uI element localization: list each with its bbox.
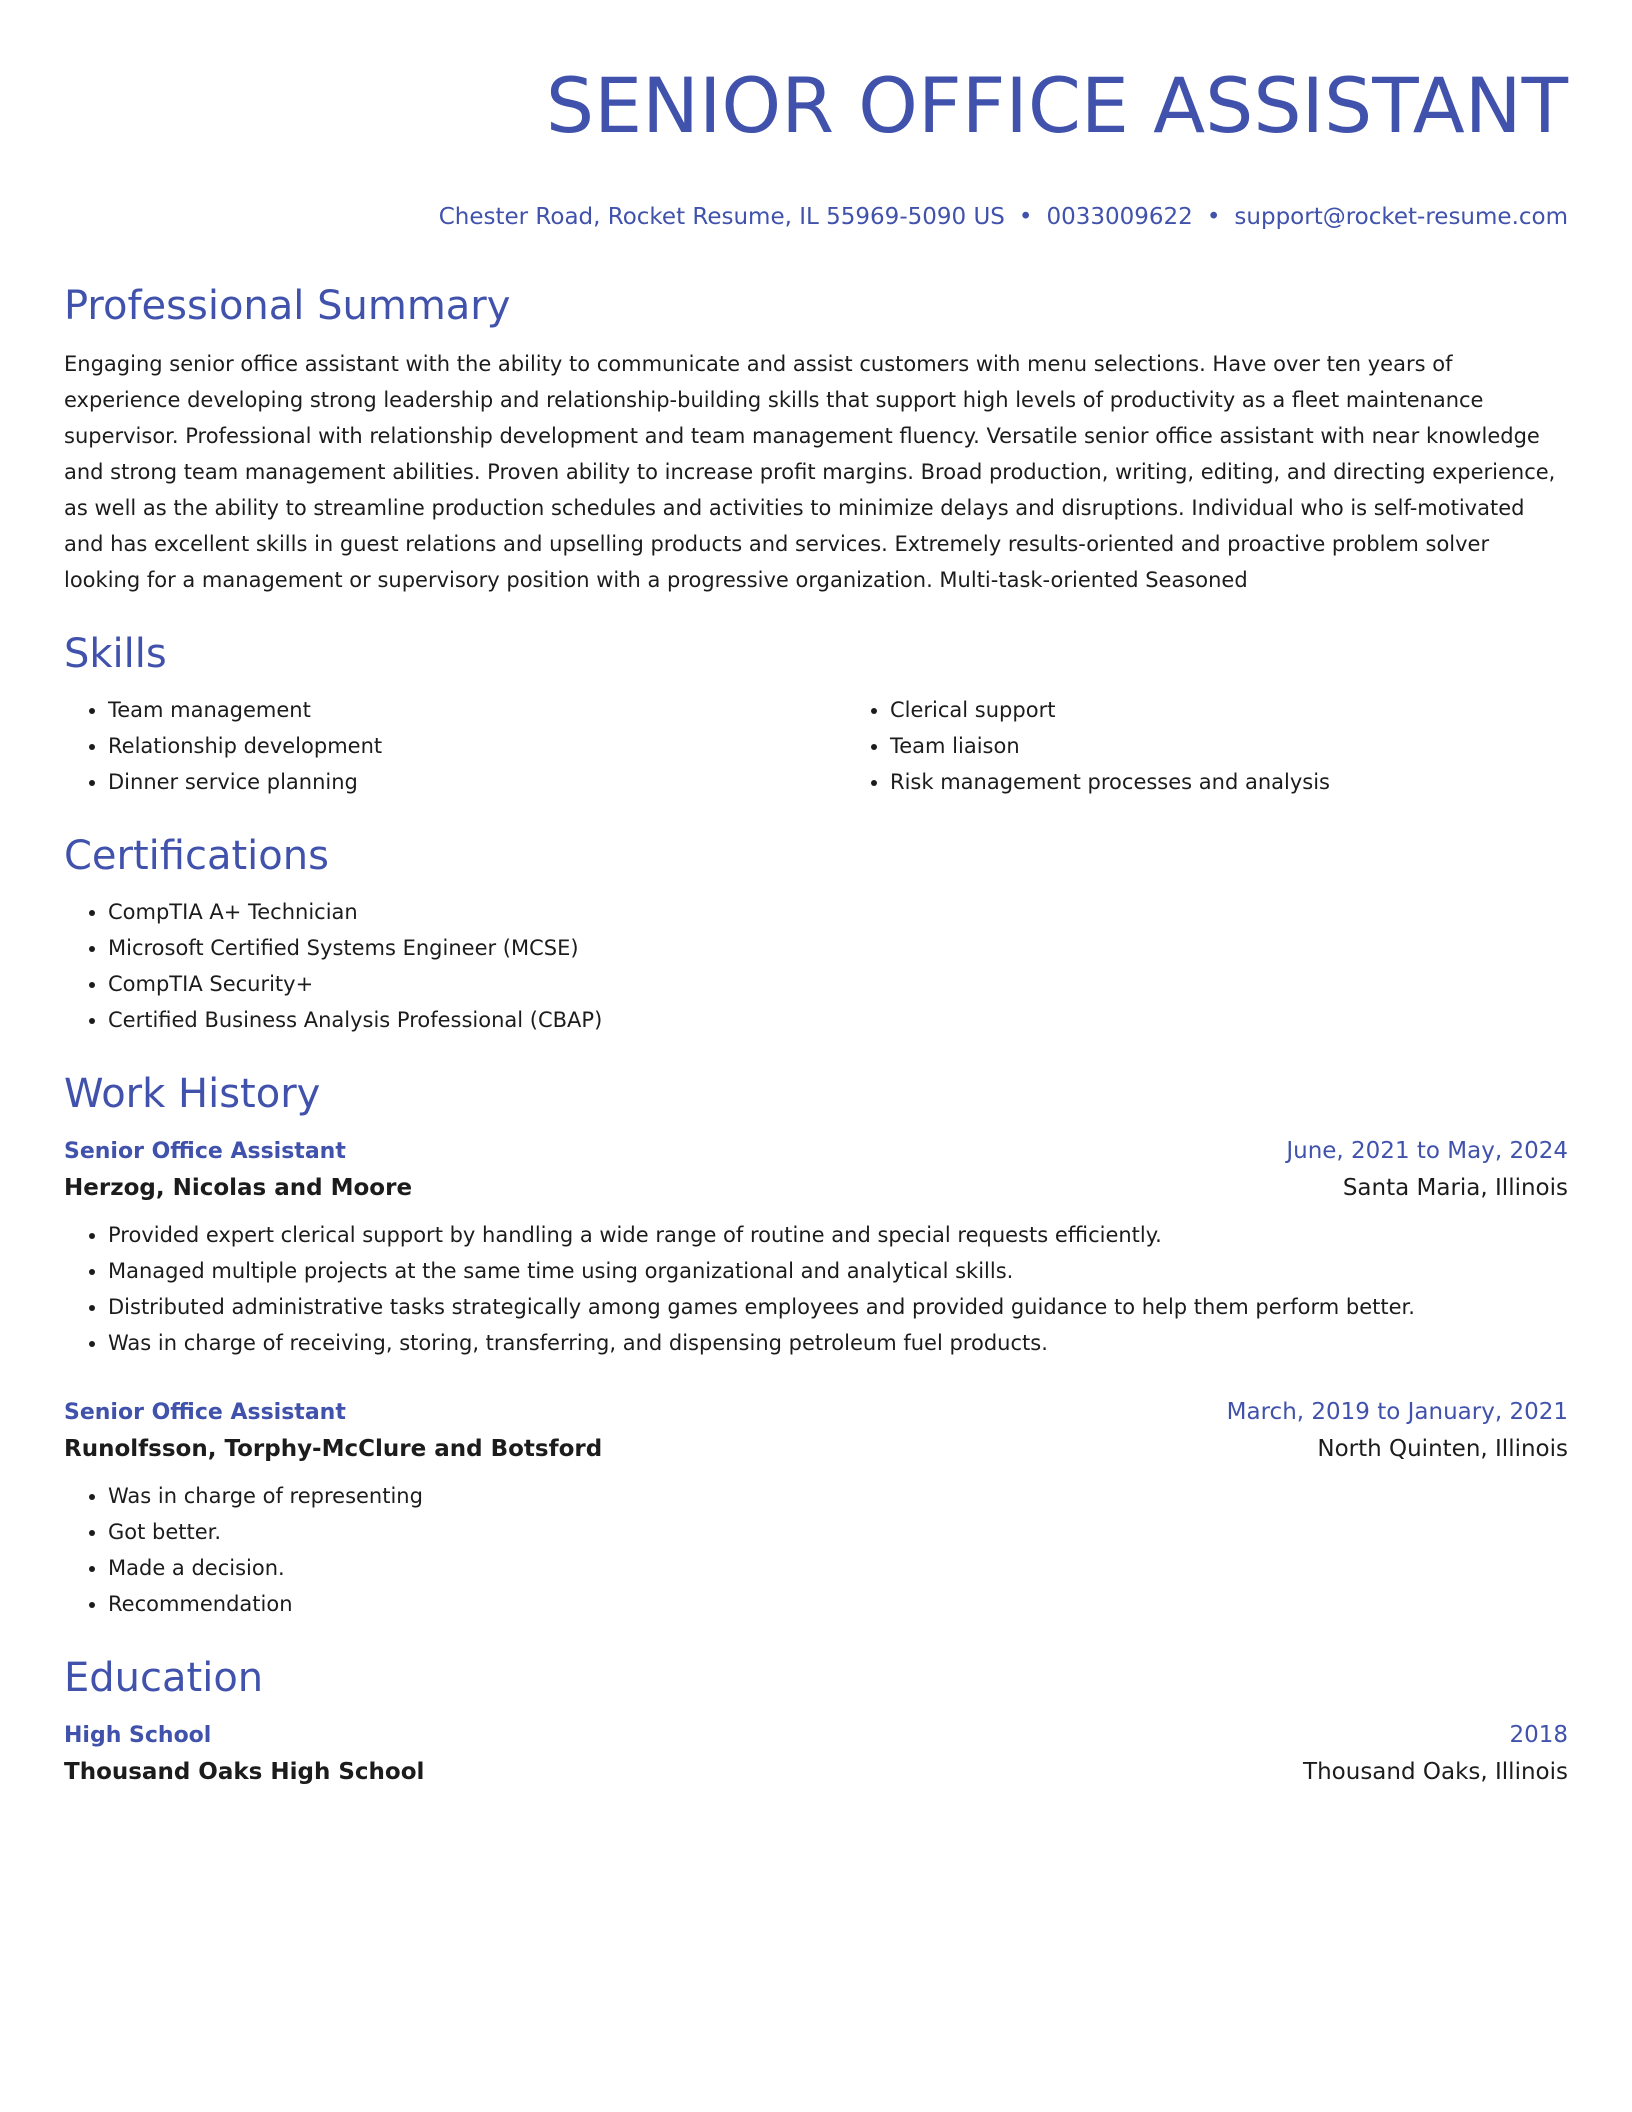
candidate-title: SENIOR OFFICE ASSISTANT xyxy=(545,61,1568,150)
summary-section xyxy=(64,280,1568,598)
job-bullets xyxy=(64,1478,1568,1622)
job-bullets xyxy=(64,1217,1568,1361)
job-bullet: • Recommendation xyxy=(108,1586,1568,1622)
skills-grid xyxy=(64,692,1568,800)
education-degree-row xyxy=(64,1718,1568,1753)
certification-item: • CompTIA A+ Technician xyxy=(108,894,1568,930)
job-role-row xyxy=(64,1395,1568,1430)
skills-list-right xyxy=(846,692,1628,800)
summary-text: Engaging senior office assistant with the ability to communicate and assist customers with menu selections. Have over ten years of experience developing strong leadership and relationship-building skills that support high levels of productivity as a fleet maintenance supervisor. Professional with relationship development and team management fluency. Versatile senior office assistant with near knowledge and strong team management abilities. Proven ability to increase profit margins. Broad production, writing, editing, and directing experience, as well as the ability to streamline production schedules and activities to minimize delays and disruptions. Individual who is self-motivated and has excellent skills in guest relations and upselling products and services. Extremely results-oriented and proactive problem solver looking for a management or supervisory position with a progressive organization. Multi-task-oriented Seasoned xyxy=(64,352,1556,592)
skill-item: • Clerical support xyxy=(890,692,1628,728)
education-location: Thousand Oaks, Illinois xyxy=(1303,1759,1568,1785)
job-role: Senior Office Assistant xyxy=(64,1139,346,1164)
job-entry xyxy=(64,1134,1568,1361)
section-title-skills: Skills xyxy=(64,631,167,677)
job-bullet: • Got better. xyxy=(108,1514,1568,1550)
section-title-education: Education xyxy=(64,1655,264,1701)
education-school: Thousand Oaks High School xyxy=(64,1759,425,1785)
certification-item: • CompTIA Security+ xyxy=(108,966,1568,1002)
job-dates: June, 2021 to May, 2024 xyxy=(1286,1138,1568,1164)
resume-header xyxy=(64,56,1568,232)
contact-email[interactable]: support@rocket-resume.com xyxy=(1234,204,1568,230)
job-company-row xyxy=(64,1169,1568,1207)
contact-address: Chester Road, Rocket Resume, IL 55969-5090 US xyxy=(438,204,1005,230)
education-entry xyxy=(64,1718,1568,1791)
job-dates: March, 2019 to January, 2021 xyxy=(1226,1399,1568,1425)
education-year: 2018 xyxy=(1509,1722,1568,1748)
job-role: Senior Office Assistant xyxy=(64,1400,346,1425)
job-bullet: • Provided expert clerical support by handling a wide range of routine and special requests efficiently. xyxy=(108,1217,1568,1253)
skill-item: • Team management xyxy=(108,692,846,728)
contact-phone: 0033009622 xyxy=(1046,204,1193,230)
job-role-row xyxy=(64,1134,1568,1169)
certifications-section xyxy=(64,830,1568,1038)
contact-separator: • xyxy=(1018,204,1033,230)
job-bullet: • Distributed administrative tasks strategically among games employees and provided guidance to help them perform better. xyxy=(108,1289,1568,1325)
job-bullet: • Made a decision. xyxy=(108,1550,1568,1586)
skills-list-left xyxy=(64,692,846,800)
skill-item: • Dinner service planning xyxy=(108,764,846,800)
job-bullet: • Managed multiple projects at the same time using organizational and analytical skills. xyxy=(108,1253,1568,1289)
education-section xyxy=(64,1652,1568,1791)
section-title-certifications: Certifications xyxy=(64,833,329,879)
job-bullet: • Was in charge of receiving, storing, transferring, and dispensing petroleum fuel products. xyxy=(108,1325,1568,1361)
education-degree: High School xyxy=(64,1723,212,1748)
section-title-work-history: Work History xyxy=(64,1071,321,1117)
certification-item: • Certified Business Analysis Professional (CBAP) xyxy=(108,1002,1568,1038)
certification-item: • Microsoft Certified Systems Engineer (MCSE) xyxy=(108,930,1568,966)
job-bullet: • Was in charge of representing xyxy=(108,1478,1568,1514)
skill-item: • Team liaison xyxy=(890,728,1628,764)
job-company-row xyxy=(64,1430,1568,1468)
work-history-section xyxy=(64,1068,1568,1622)
job-company: Herzog, Nicolas and Moore xyxy=(64,1175,413,1201)
skill-item: • Relationship development xyxy=(108,728,846,764)
skills-section xyxy=(64,628,1568,800)
skill-item: • Risk management processes and analysis xyxy=(890,764,1628,800)
contact-line xyxy=(64,202,1568,232)
contact-separator: • xyxy=(1206,204,1221,230)
job-location: Santa Maria, Illinois xyxy=(1342,1175,1568,1201)
job-location: North Quinten, Illinois xyxy=(1317,1436,1568,1462)
section-title-summary: Professional Summary xyxy=(64,283,511,329)
job-company: Runolfsson, Torphy-McClure and Botsford xyxy=(64,1436,603,1462)
job-entry xyxy=(64,1395,1568,1622)
certifications-list xyxy=(64,894,1568,1038)
education-school-row xyxy=(64,1753,1568,1791)
